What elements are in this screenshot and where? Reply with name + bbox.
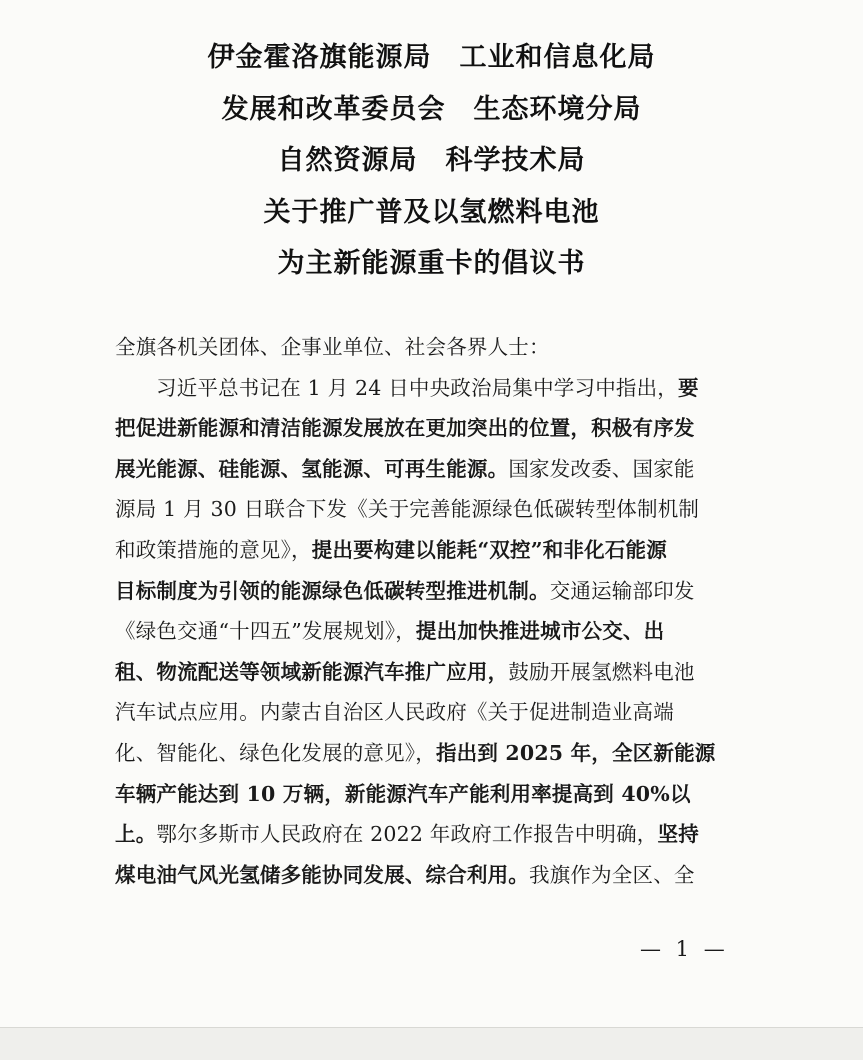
page-number: — 1 —: [640, 937, 729, 961]
document-title-line-1: 关于推广普及以氢燃料电池: [263, 196, 600, 228]
body-line: [115, 368, 755, 409]
emphasis-text: 目标制度为引领的能源绿色低碳转型推进机制。: [115, 578, 550, 603]
emphasis-text: 车辆产能达到 10 万辆，新能源汽车产能利用率提高到 40%以: [115, 781, 691, 806]
body-text-run: 《绿色交通“十四五”发展规划》，: [115, 619, 416, 644]
body-line: [115, 733, 755, 774]
body-line: [115, 571, 755, 612]
page-bottom-edge: [0, 1027, 863, 1060]
document-title-line-2: 为主新能源重卡的倡议书: [277, 248, 586, 279]
emphasis-text: 煤电油气风光氢储多能协同发展、综合利用。: [115, 862, 529, 887]
body-text-run: 习近平总书记在 1 月 24 日中央政治局集中学习中指出，: [156, 375, 678, 400]
emphasis-text: 上。: [115, 822, 157, 847]
body-line: [115, 530, 755, 571]
document-header: [0, 32, 863, 290]
body-line: [115, 408, 755, 449]
body-text-run: 我旗作为全区、全: [529, 862, 695, 887]
body-text-run: 化、智能化、绿色化发展的意见》，: [115, 740, 436, 765]
body-text-run: 和政策措施的意见》，: [115, 537, 312, 562]
issuing-agencies-line-1: 伊金霍洛旗能源局 工业和信息化局: [207, 42, 656, 73]
body-line: [115, 774, 755, 815]
body-text-run: 源局 1 月 30 日联合下发《关于完善能源绿色低碳转型体制机制: [115, 497, 700, 522]
body-line: [115, 489, 755, 530]
body-text-run: 鄂尔多斯市人民政府在 2022 年政府工作报告中明确，: [156, 822, 658, 847]
emphasis-text: 展光能源、硅能源、氢能源、可再生能源。: [115, 456, 509, 481]
body-line: [115, 692, 755, 733]
body-text-run: 汽车试点应用。内蒙古自治区人民政府《关于促进制造业高端: [115, 700, 674, 725]
emphasis-text: 要: [678, 375, 699, 400]
emphasis-text: 坚持: [657, 822, 699, 847]
body-text-run: 鼓励开展氢燃料电池: [508, 659, 695, 684]
body-line: [115, 652, 755, 693]
emphasis-text: 指出到 2025 年，全区新能源: [435, 740, 716, 765]
body-paragraph: [115, 368, 755, 896]
salutation: 全旗各机关团体、企事业单位、社会各界人士：: [115, 335, 550, 359]
emphasis-text: 租、物流配送等领域新能源汽车推广应用，: [115, 659, 509, 684]
issuing-agencies-line-3: 自然资源局 科学技术局: [277, 145, 586, 176]
body-line: [115, 611, 755, 652]
body-text-run: 交通运输部印发: [549, 578, 695, 603]
body-line: [115, 814, 755, 855]
document-body: [115, 327, 755, 895]
emphasis-text: 提出要构建以能耗“双控”和非化石能源: [311, 537, 667, 562]
issuing-agencies-line-2: 发展和改革委员会 生态环境分局: [221, 93, 642, 125]
body-text-run: 国家发改委、国家能: [508, 456, 695, 481]
emphasis-text: 提出加快推进城市公交、出: [415, 619, 665, 644]
body-line: [115, 855, 755, 896]
body-line: [115, 449, 755, 490]
emphasis-text: 把促进新能源和清洁能源发展放在更加突出的位置，积极有序发: [115, 416, 695, 441]
